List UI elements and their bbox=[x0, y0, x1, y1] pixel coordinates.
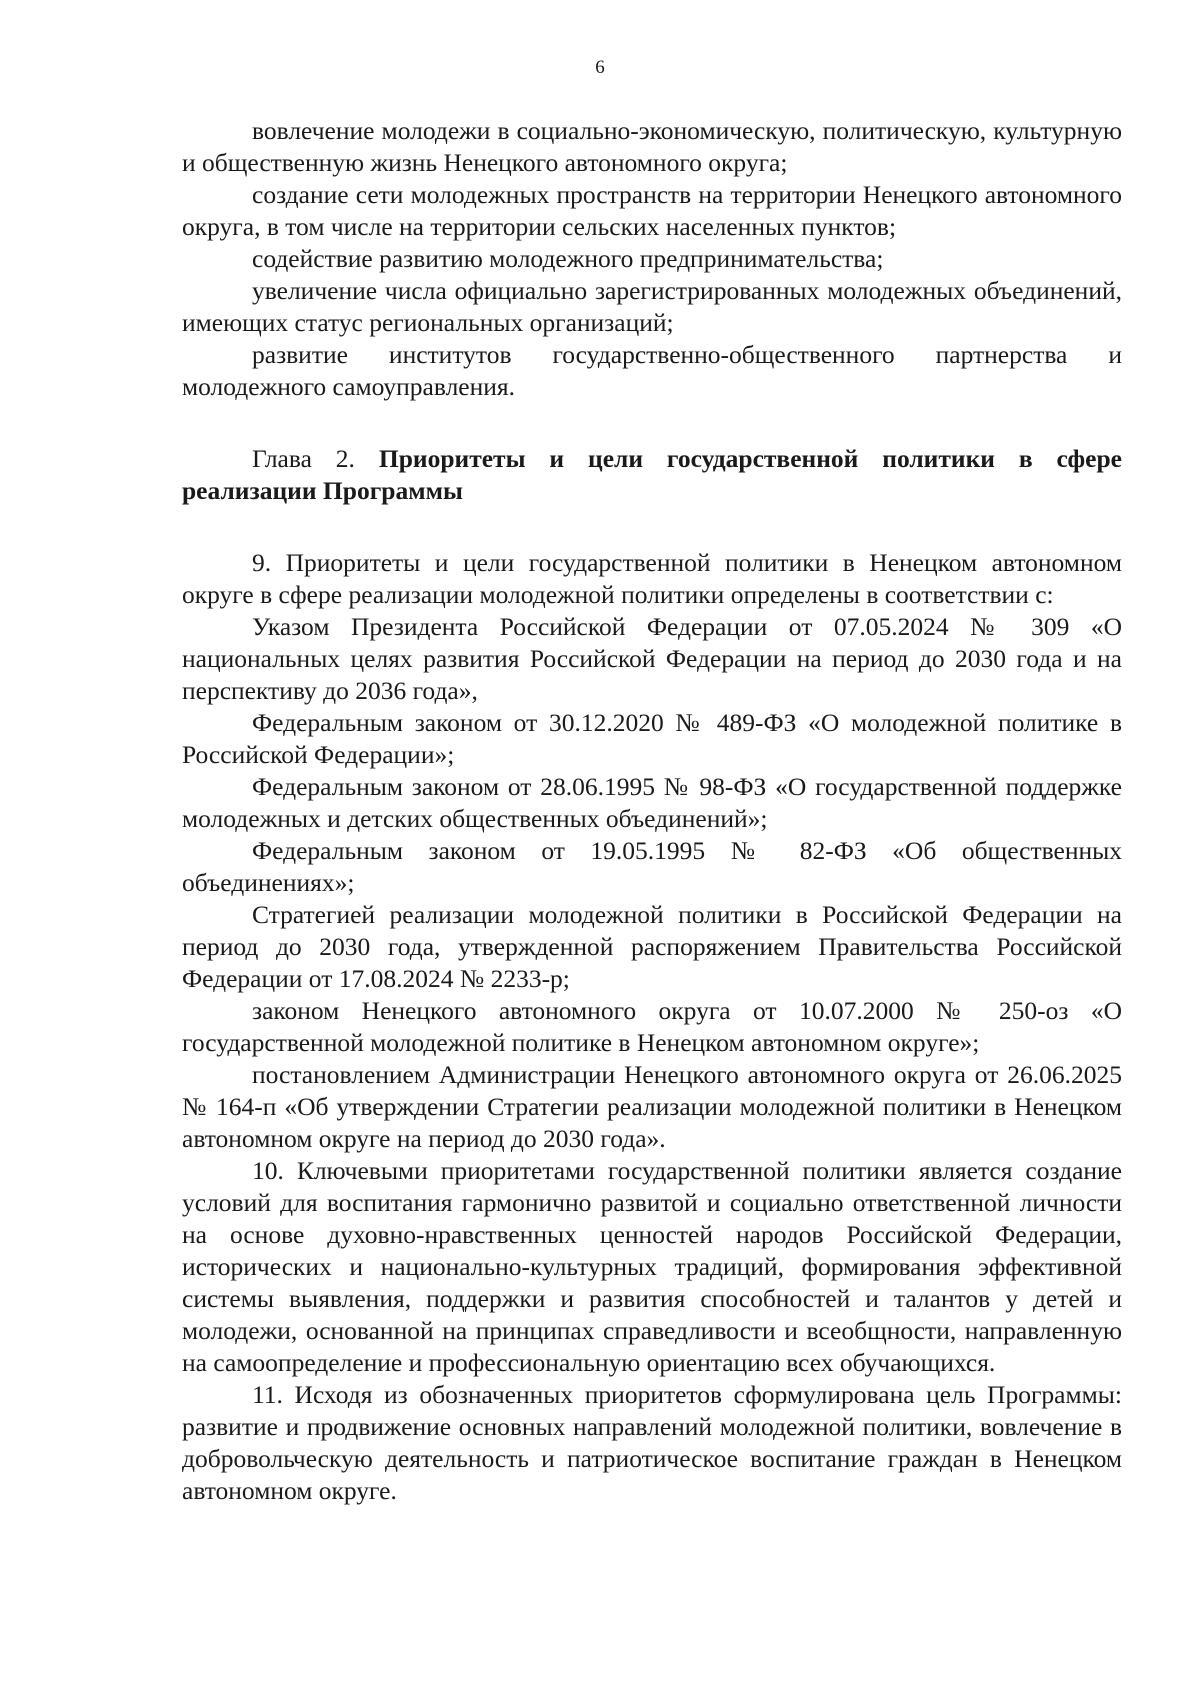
chapter-title: Приоритеты и цели государственной политики в сфере реализации Программы bbox=[182, 444, 1123, 505]
federal-law-98-paragraph: Федеральным законом от 28.06.1995 № 98-ФЗ «О государственной поддержке молодежных и детских общественных объединений»; bbox=[182, 772, 1122, 833]
nao-law-paragraph: законом Ненецкого автономного округа от 10.07.2000 № 250-оз «О государственной молодежной политике в Ненецком автономном округе»; bbox=[182, 996, 1122, 1057]
chapter-heading bbox=[182, 443, 1122, 507]
section-paragraph-10: 10. Ключевыми приоритетами государственной политики является создание условий для воспитания гармонично развитой и социально ответственной личности на основе духовно-нравственных ценностей народов Российской Федерации, исторических и национально-культурных традиций, формирования эффективной системы выявления, поддержки и развития способностей и талантов у детей и молодежи, основанной на принципах справедливости и всеобщности, направленную на самоопределение и профессиональную ориентацию всех обучающихся. bbox=[182, 1156, 1122, 1377]
document-body bbox=[182, 115, 1122, 1507]
section-paragraph-9: 9. Приоритеты и цели государственной политики в Ненецком автономном округе в сфере реализации молодежной политики определены в соответствии с: bbox=[182, 548, 1122, 609]
federal-law-82-paragraph: Федеральным законом от 19.05.1995 № 82-ФЗ «Об общественных объединениях»; bbox=[182, 836, 1122, 897]
intro-paragraph-3: содействие развитию молодежного предпринимательства; bbox=[252, 244, 884, 273]
intro-paragraph-2: создание сети молодежных пространств на территории Ненецкого автономного округа, в том числе на территории сельских населенных пунктов; bbox=[182, 180, 1122, 241]
intro-paragraph-5: развитие институтов государственно-общественного партнерства и молодежного самоуправления. bbox=[182, 340, 1122, 401]
page-number: 6 bbox=[595, 57, 605, 78]
section-paragraph-11: 11. Исходя из обозначенных приоритетов сформулирована цель Программы: развитие и продвижение основных направлений молодежной политики, вовлечение в добровольческую деятельность и патриотическое воспитание граждан в Ненецком автономном округе. bbox=[182, 1380, 1122, 1505]
intro-paragraph-4: увеличение числа официально зарегистрированных молодежных объединений, имеющих статус региональных организаций; bbox=[182, 276, 1122, 337]
chapter-prefix: Глава 2. bbox=[252, 444, 379, 473]
decree-president-paragraph: Указом Президента Российской Федерации от 07.05.2024 № 309 «О национальных целях развития Российской Федерации на период до 2030 года и на перспективу до 2036 года», bbox=[182, 612, 1122, 705]
administration-resolution-paragraph: постановлением Администрации Ненецкого автономного округа от 26.06.2025 № 164-п «Об утверждении Стратегии реализации молодежной политики в Ненецком автономном округе на период до 2030 года». bbox=[182, 1060, 1122, 1153]
intro-paragraph-1: вовлечение молодежи в социально-экономическую, политическую, культурную и общественную жизнь Ненецкого автономного округа; bbox=[182, 116, 1122, 177]
strategy-paragraph: Стратегией реализации молодежной политики в Российской Федерации на период до 2030 года, утвержденной распоряжением Правительства Российской Федерации от 17.08.2024 № 2233-р; bbox=[182, 900, 1122, 993]
federal-law-489-paragraph: Федеральным законом от 30.12.2020 № 489-ФЗ «О молодежной политике в Российской Федерации»; bbox=[182, 708, 1122, 769]
